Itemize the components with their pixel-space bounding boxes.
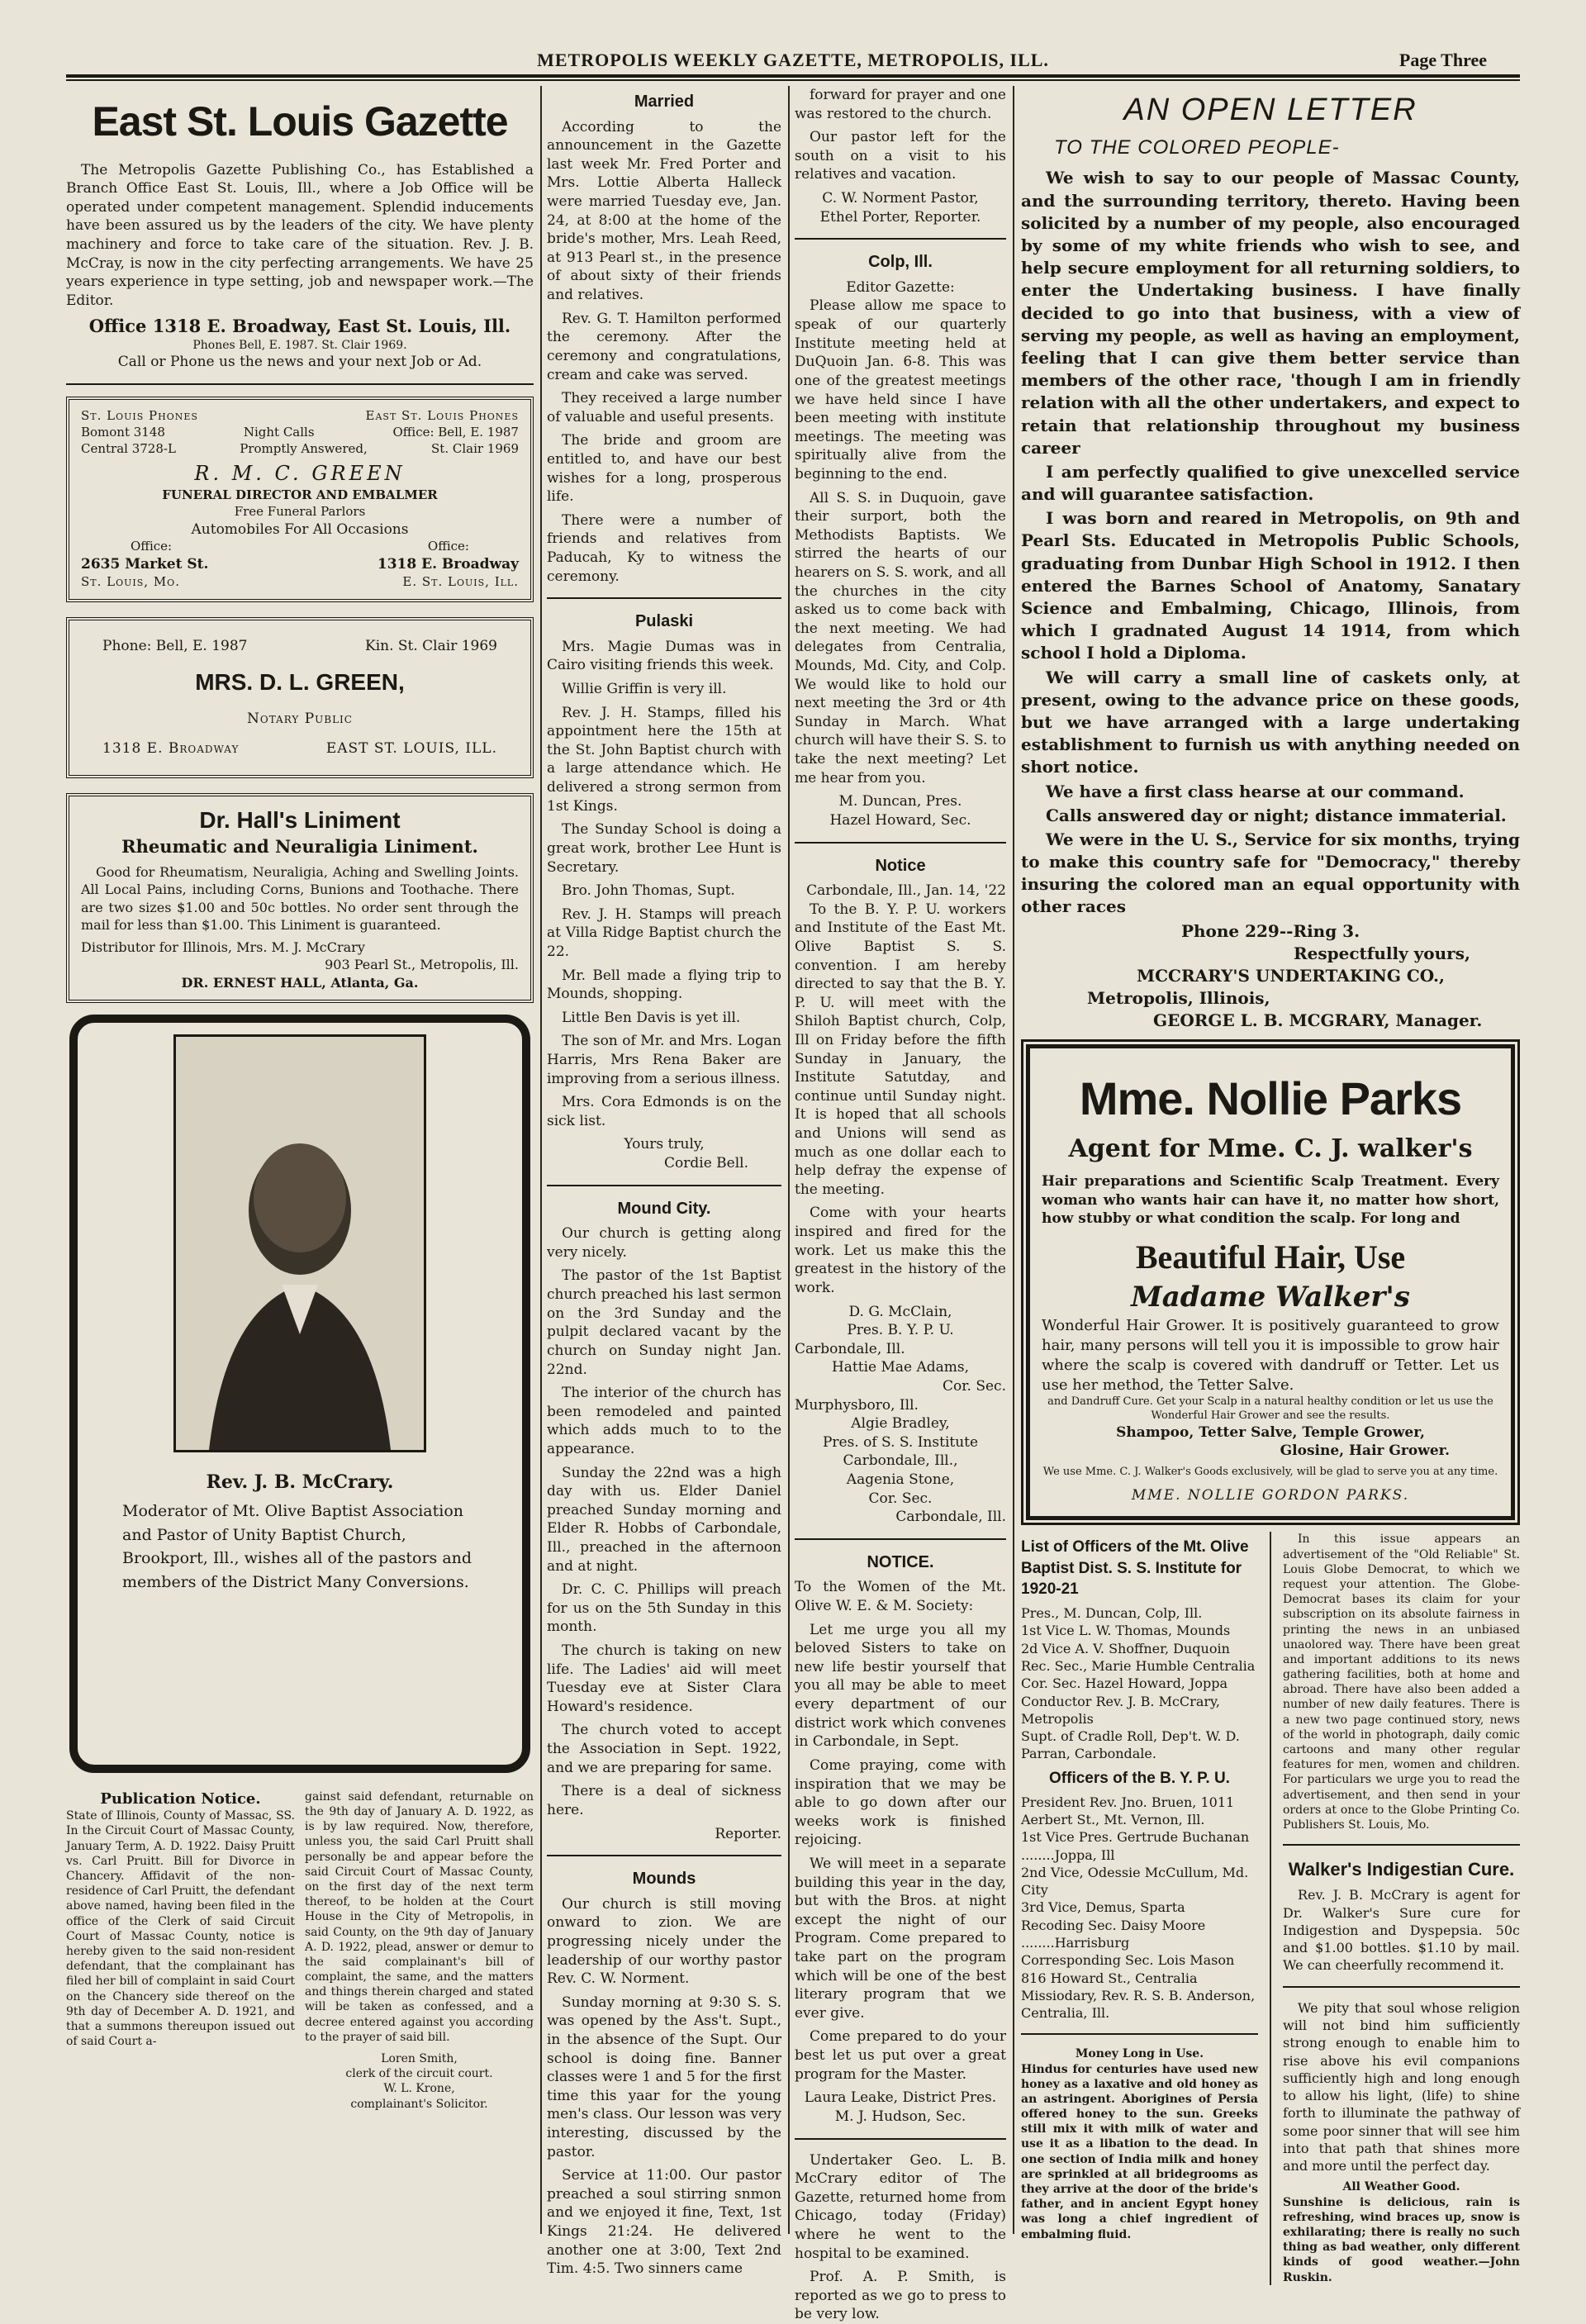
signature: Carbondale, Ill., — [843, 1452, 958, 1470]
officer-row: 3rd Vice, Demus, Sparta — [1021, 1899, 1185, 1916]
portrait-name: Rev. J. B. McCrary. — [206, 1471, 394, 1493]
signature: Laura Leake, District Pres. — [804, 2089, 997, 2107]
parks-madame-walker: Madame Walker's — [1131, 1280, 1410, 1314]
officer-row: 2d Vice A. V. Shoffner, Duquoin — [1021, 1640, 1230, 1656]
officer-row: Conductor Rev. J. B. McCrary, Metropolis — [1021, 1693, 1221, 1727]
notary-phone: Kin. St. Clair 1969 — [365, 637, 497, 654]
column-2 — [547, 86, 781, 2278]
divider — [1283, 1844, 1520, 1846]
paragraph: We will meet in a separate building this year in the day, but with the Bros. at night except the night of our Program. Come prepared to take part on the program which will be one of the best literary program that we ever give. — [795, 1855, 1006, 2022]
liniment-address: 903 Pearl St., Metropolis, Ill. — [325, 957, 519, 973]
page-header — [66, 46, 1520, 78]
paragraph: We pity that soul whose religion will not bind him sufficiently strong enough to enable him to rise above his evil companions sufficiently high and long enough to allow his light, (life) to shine forth to illuminate the pathway of some poor sinner that will see him into that path that shines more and more until the perfect day. — [1283, 1999, 1520, 2174]
parks-agent: Agent for Mme. C. J. walker's — [1068, 1134, 1473, 1164]
paragraph: We wish to say to our people of Massac County, and the surrounding territory, thereto. Having been solicited by a number of my people, also encouraged by some of my white friends who wish to see, and help secure employment for all returning soldiers, to enter the Undertaking business. I have finally decided to go into that business, with a view of serving my people, as well as having an employment, feeling that I can give them better service than members of the other race, 'though I am in friendly relation with all the other undertakers, and expect to retain that relationship throughout my business career — [1021, 168, 1520, 458]
paragraph: Service at 11:00. Our pastor preached a soul stirring snmon and we enjoyed it fine, Text, 1st Kings 21:24. He delivered another one at 3:00, Text 2nd Tim. 4:5. Two sinners came — [547, 2167, 781, 2278]
parks-ad — [1026, 1044, 1515, 1521]
divider — [795, 238, 1006, 240]
column-rule — [540, 86, 542, 2234]
paragraph: The church is taking on new life. The Ladies' aid will meet Tuesday eve at Sister Clara Howard's residence. — [547, 1642, 781, 1715]
gazette-body: The Metropolis Gazette Publishing Co., has Established a Branch Office East St. Louis, Ill., where a Job Office will be operated under competent management. Splendid inducements have been assured us by the leaders of the city. We have plenty machinery and force to take care of the situation. Rev. J. B. McCray, is now in the city perfecting arrangements. We have 25 years experience in type setting, job and newspaper work.—The Editor. — [66, 161, 534, 309]
liniment-title: Dr. Hall's Liniment — [199, 806, 401, 833]
lower-section — [1021, 1532, 1520, 2284]
divider — [1283, 1986, 1520, 1988]
paragraph: Mrs. Magie Dumas was in Cairo visiting friends this week. — [547, 638, 781, 674]
column-rule — [1013, 86, 1014, 2234]
money-heading: Money Long in Use. — [1075, 2047, 1204, 2061]
office-label: Office: — [131, 539, 173, 554]
divider — [1021, 2033, 1258, 2035]
mound-city-heading: Mound City. — [617, 1199, 711, 1218]
signature: MCCRARY'S UNDERTAKING CO., — [1137, 966, 1445, 986]
paragraph: Little Ben Davis is yet ill. — [562, 1009, 741, 1026]
paragraph: We have a first class hearse at our command. — [1046, 781, 1465, 801]
officer-row: Recoding Sec. Daisy Moore ........Harrisburg — [1021, 1917, 1206, 1951]
paragraph: Rev. J. H. Stamps, filled his appointment here the 15th at the St. John Baptist church with a large attendance which. He delivered a strong sermon from 1st Kings. — [547, 704, 781, 815]
paragraph: Sunshine is delicious, rain is refreshing, wind braces up, snow is exhilarating; there is really no such thing as bad weather, only different kinds of good weather.—John Ruskin. — [1283, 2195, 1520, 2284]
paragraph: We use Mme. C. J. Walker's Goods exclusively, will be glad to serve you at any time. — [1042, 1465, 1498, 1478]
paragraph: Rev. G. T. Hamilton performed the ceremony. After the ceremony and congratulations, cream and cake was served. — [547, 310, 781, 383]
portrait-frame — [69, 1015, 530, 1773]
portrait-figure — [176, 1037, 424, 1450]
married-heading: Married — [634, 93, 695, 111]
signature: Pres. of S. S. Institute — [822, 1433, 979, 1451]
signature: C. W. Norment Pastor, — [822, 190, 979, 207]
officer-row: Supt. of Cradle Roll, Dep't. W. D. Parran, Carbondale. — [1021, 1728, 1240, 1762]
office-city: E. St. Louis, Ill. — [402, 573, 519, 589]
paragraph: To the Women of the Mt. Olive W. E. & M. Society: — [795, 1579, 1006, 1615]
divider — [795, 842, 1006, 844]
signature: M. Duncan, Pres. — [838, 793, 962, 810]
office-city: St. Louis, Mo. — [81, 573, 180, 589]
officer-row: Pres., M. Duncan, Colp, Ill. — [1021, 1605, 1203, 1622]
signature: Cor. Sec. — [868, 1490, 933, 1507]
paragraph: They received a large number of valuable and useful presents. — [547, 390, 781, 425]
paragraph: Sunday morning at 9:30 S. S. was opened by the Ass't. Supt., in the absence of the Supt. Our school is doing fine. Banner classes were 1 and 5 for the first time this yaar for the young men's class. Our lesson was very interesting, discussed by the pastor. — [547, 1994, 781, 2160]
signature: Cor. Sec. — [943, 1377, 1006, 1395]
notary-ad — [66, 617, 534, 778]
walker-heading: Walker's Indigestian Cure. — [1288, 1859, 1515, 1880]
notice-date: Carbondale, Ill., Jan. 14, '22 — [806, 882, 1006, 900]
paragraph: The interior of the church has been remodeled and painted which adds much to to the appearance. — [547, 1385, 781, 1457]
night-calls: Night Calls — [243, 425, 315, 440]
parks-products: Shampoo, Tetter Salve, Temple Grower, — [1116, 1423, 1425, 1441]
publication-notice — [66, 1789, 534, 2112]
paragraph: Come prepared to do your best let us put over a great program for the Master. — [795, 2028, 1006, 2083]
pulaski-heading: Pulaski — [634, 612, 694, 631]
column-4 — [1021, 86, 1520, 2284]
liniment-signature: DR. ERNEST HALL, Atlanta, Ga. — [181, 974, 419, 991]
green-funeral-ad — [66, 397, 534, 602]
paragraph: The son of Mr. and Mrs. Logan Harris, Mrs Rena Baker are improving from a serious illness. — [547, 1033, 781, 1087]
signature: Carbondale, Ill. — [795, 1340, 905, 1357]
column-rule — [788, 86, 790, 2234]
clerk-role: clerk of the circuit court. — [345, 2067, 493, 2081]
signature: Hazel Howard, Sec. — [829, 811, 971, 829]
paragraph: Our church is still moving onward to zion. We are progressing nicely under the leadership of our worthy pastor Rev. C. W. Norment. — [547, 1895, 781, 1988]
signature: Reporter. — [715, 1825, 781, 1842]
solicitor-name: W. L. Krone, — [383, 2082, 455, 2096]
officer-row: 1st Vice L. W. Thomas, Mounds — [1021, 1623, 1231, 1639]
portrait-caption: Moderator of Mt. Olive Baptist Association and Pastor of Unity Baptist Church, Brookport, Ill., wishes all of the pastors and members of the District Many Conversions. — [122, 1502, 472, 1591]
office-address: 2635 Market St. — [81, 556, 209, 573]
paragraph: Sunday the 22nd was a high day with us. Elder Daniel preached Sunday morning and Elder R. Hobbs of Carbondale, Ill., preached in the afternoon and at night. — [547, 1464, 781, 1575]
divider — [66, 383, 534, 385]
signature: D. G. McClain, — [848, 1303, 952, 1320]
signature: Carbondale, Ill. — [895, 1509, 1006, 1526]
signature: Hattie Mae Adams, — [831, 1359, 970, 1376]
liniment-body: Good for Rheumatism, Neuraligia, Aching and Swelling Joints. All Local Pains, including Corns, Bunions and Toothache. There are two sizes $1.00 and 50c bottles. No order sent through the mail for less than $1.00. This Liniment is guaranteed. — [81, 864, 519, 933]
header-rule — [66, 79, 1520, 81]
paragraph: The bride and groom are entitled to, and have our best wishes for a long, prosperous life. — [547, 432, 781, 506]
column-3 — [795, 86, 1006, 2323]
letter-phone: Phone 229--Ring 3. — [1180, 920, 1360, 941]
green-autos: Automobiles For All Occasions — [191, 520, 409, 538]
paragraph: There is a deal of sickness here. — [547, 1783, 781, 1818]
notary-city: EAST ST. LOUIS, ILL. — [325, 740, 497, 758]
green-title: FUNERAL DIRECTOR AND EMBALMER — [162, 487, 438, 502]
signature: Aagenia Stone, — [846, 1471, 955, 1489]
paragraph: Bro. John Thomas, Supt. — [562, 882, 735, 900]
paragraph: The church voted to accept the Association in Sept. 1922, and we are preparing for same. — [547, 1722, 781, 1776]
notice-heading: NOTICE. — [867, 1552, 934, 1571]
paragraph: Willie Griffin is very ill. — [562, 681, 727, 698]
signature: Murphysboro, Ill. — [795, 1396, 919, 1414]
paragraph: We were in the U. S., Service for six months, trying to make this country safe for "Democracy," thereby insuring the colored man an equal opportunity with other races — [1021, 829, 1520, 917]
liniment-subtitle: Rheumatic and Neuraligia Liniment. — [121, 836, 478, 858]
green-parlors: Free Funeral Parlors — [234, 503, 366, 519]
pub-notice-title: Publication Notice. — [100, 1789, 261, 1808]
paragraph: The Sunday School is doing a great work, brother Lee Hunt is Secretary. — [547, 821, 781, 876]
phone-number: Bomont 3148 — [81, 425, 165, 440]
notary-address: 1318 E. Broadway — [102, 740, 240, 758]
paragraph: I am perfectly qualified to give unexcelled service and will guarantee satisfaction. — [1021, 461, 1520, 505]
paragraph: Our pastor left for the south on a visit to his relatives and vacation. — [795, 129, 1006, 183]
paragraph: There were a number of friends and relatives from Paducah, Ky to witness the ceremony. — [547, 511, 781, 585]
paragraph: We will carry a small line of caskets only, at present, owing to the advance price on these goods, but we have arranged with a large undertaking establishment to furnish us with anything needed on short notice. — [1021, 667, 1520, 777]
parks-name: Mme. Nollie Parks — [1079, 1072, 1462, 1124]
paragraph: Our church is getting along very nicely. — [547, 1225, 781, 1261]
paragraph: In this issue appears an advertisement of the "Old Reliable" St. Louis Globe Democrat, to which we request your attention. The Globe-Democrat bases its claim for your subscription on its absolute fairness in printing the news in an unbiased unaolored way. There have been great and important additions to its news gathering facilities, both at home and abroad. There have also been added a number of new daily features. There is a new two page continued story, news of the world in photograph, daily comic cartoons and many other regular features for men, women and children. For particulars we urge you to read the advertisement, and then send in your orders at once to the Globe Printing Co. Publishers St. Louis, Mo. — [1283, 1533, 1520, 1832]
phone-number: Office: Bell, E. 1987 — [392, 425, 519, 440]
pub-notice-left: State of Illinois, County of Massac, SS. In the Circuit Court of Massac County, January Term, A. D. 1922. Daisy Pruitt vs. Carl Pruitt. Bill for Divorce in Chancery. Affidavit of the non-residence of Carl Pruitt, the defendant above named, having been filed in the office of the Clerk of said Circuit Court of Massac County, notice is hereby given to the said non-resident defendant, that the complainant has filed her bill of complaint in said Court on the Chancery side thereof on the 9th day of December A. D. 1921, and that a summons thereupon issued out of said Court a- — [66, 1809, 295, 2049]
open-letter-body — [1021, 167, 1520, 1032]
office-address: 1318 E. Broadway — [377, 556, 519, 573]
answered: Promptly Answered, — [240, 440, 368, 456]
phone-number: St. Clair 1969 — [431, 440, 519, 456]
colp-heading: Colp, Ill. — [868, 253, 933, 272]
phone-number: Central 3728-L — [81, 440, 176, 456]
paragraph: Hindus for centuries have used new honey as a laxative and old honey as an astringent. Aborigines of Persia offered honey to the sun. Greeks still mix it with milk of water and use it as a libation to the dead. In one section of India milk and honey are sprinkled at all bridegrooms as they arrive at the door of the bride's father, and in ancient Egypt honey was long a chief ingredient of embalming fluid. — [1021, 2062, 1258, 2241]
officers-title: List of Officers of the Mt. Olive Baptist Dist. S. S. Institute for 1920-21 — [1021, 1538, 1249, 1598]
office-label: Office: — [427, 539, 469, 554]
paragraph: Mr. Bell made a flying trip to Mounds, shopping. — [547, 967, 781, 1003]
liniment-distributor: Distributor for Illinois, Mrs. M. J. McCrary — [81, 939, 365, 956]
paragraph: Let me urge you all my beloved Sisters to take on new life bestir yourself that you all may be able to meet every department of our district work which convenes in Carbondale, in Sept. — [795, 1621, 1006, 1751]
masthead: METROPOLIS WEEKLY GAZETTE, METROPOLIS, ILL. — [537, 50, 1049, 70]
signature: Algie Bradley, — [851, 1415, 950, 1433]
liniment-ad — [66, 793, 534, 1003]
paragraph: Hair preparations and Scientific Scalp Treatment. Every woman who wants hair can have it, no matter how short, how stubby or what condition the scalp. For long and — [1042, 1172, 1499, 1228]
signature: Cordie Bell. — [664, 1155, 748, 1172]
officers-column — [1021, 1532, 1258, 2284]
byp-title: Officers of the B. Y. P. U. — [1049, 1769, 1230, 1787]
officer-row: 2nd Vice, Odessie McCullum, Md. City — [1021, 1864, 1249, 1899]
signature: Metropolis, Illinois, — [1087, 988, 1270, 1009]
divider — [547, 597, 781, 599]
paragraph: Please allow me space to speak of our quarterly Institute meeting held at DuQuoin Jan. 6-8. This was one of the greatest meetings we have held since I have been meeting with institute meetings. The meeting was spiritually alive from the beginning to the end. — [795, 297, 1006, 482]
call-line: Call or Phone us the news and your next Job or Ad. — [117, 354, 482, 371]
officer-row: President Rev. Jno. Bruen, 1011 Aerbert St., Mt. Vernon, Ill. — [1021, 1794, 1235, 1828]
paragraph: Prof. A. P. Smith, is reported as we go to press to be very low. — [795, 2269, 1006, 2323]
officer-row: Missiodary, Rev. R. S. B. Anderson, Centralia, Ill. — [1021, 1987, 1256, 2022]
portrait-photo — [173, 1034, 426, 1452]
phones-right: East St. Louis Phones — [365, 408, 519, 424]
green-name: R. M. C. GREEN — [194, 461, 406, 485]
notary-name: MRS. D. L. GREEN, — [195, 669, 405, 696]
paragraph: Wonderful Hair Grower. It is positively guaranteed to grow hair, many persons will tell you it is impossible to grow hair where the scalp is covered with dandruff or Tetter. Let us use her method, the Tetter Salve. — [1042, 1317, 1499, 1394]
paragraph: The pastor of the 1st Baptist church preached his last sermon on the 3rd Sunday and the pulpit declared vacant by the church on Sunday night Jan. 22nd. — [547, 1267, 781, 1378]
paragraph: Rev. J. H. Stamps will preach at Villa Ridge Baptist church the 22. — [547, 905, 781, 960]
page-number: Page Three — [1398, 50, 1487, 70]
paragraph: Come praying, come with inspiration that we may be able to go down after our weeks work is finished rejoicing. — [795, 1756, 1006, 1849]
clerk-name: Loren Smith, — [381, 2052, 458, 2066]
office-phones: Phones Bell, E. 1987. St. Clair 1969. — [192, 339, 407, 353]
paragraph: and Dandruff Cure. Get your Scalp in a natural healthy condition or let us use the Wonderful Hair Grower and see the results. — [1047, 1395, 1493, 1422]
parks-products: Glosine, Hair Grower. — [1280, 1442, 1450, 1460]
signature: Pres. B. Y. P. U. — [847, 1322, 954, 1339]
divider — [795, 1538, 1006, 1540]
mounds-heading: Mounds — [632, 1870, 696, 1889]
office-address: Office 1318 E. Broadway, East St. Louis, Ill. — [88, 316, 511, 337]
parks-beautiful-hair: Beautiful Hair, Use — [1135, 1238, 1406, 1276]
signature: Yours truly, — [624, 1136, 705, 1153]
signature: Ethel Porter, Reporter. — [819, 208, 981, 226]
notary-role: Notary Public — [247, 710, 353, 727]
paragraph: I was born and reared in Metropolis, on 9th and Pearl Sts. Educated in Metropolis Public Schools, graduating from Dunbar High School in 1912. I then entered the Barnes School of Anatomy, Sanatary Science and Embalming, Chicago, Illinois, from which I gradnated August 14 1914, from which school I hold a Diploma. — [1021, 508, 1520, 663]
pub-notice-right: gainst said defendant, returnable on the 9th day of January A. D. 1922, as is by law required. Now, therefore, unless you, the said Carl Pruitt shall personally be and appear before the said Circuit Court of Massac County, on the first day of the next term thereof, to be holden at the Court House in the City of Metropolis, in said County, on the 9th day of January A. D. 1922, plead, answer or demur to the said complainant's bill of complaint, the same, and the matters and things therein charged and stated will be taken as confessed, and a decree entered against you according to the prayer of said bill. — [305, 1789, 534, 2044]
divider — [795, 2138, 1006, 2140]
solicitor-role: complainant's Solicitor. — [350, 2097, 488, 2111]
paragraph: Dr. C. C. Phillips will preach for us on the 5th Sunday in this month. — [547, 1581, 781, 1636]
paragraph: Come with your hearts inspired and fired for the work. Let us make this the greatest in the history of the work. — [795, 1205, 1006, 1296]
globe-column — [1283, 1532, 1520, 2284]
officer-row: 1st Vice Pres. Gertrude Buchanan ........Joppa, Ill — [1021, 1829, 1250, 1863]
parks-signature: MME. NOLLIE GORDON PARKS. — [1131, 1486, 1410, 1504]
signature: M. J. Hudson, Sec. — [834, 2108, 966, 2125]
paragraph: Undertaker Geo. L. B. McCrary editor of The Gazette, returned home from Chicago, today (Friday) where he went to the hospital to be examined. — [795, 2151, 1006, 2262]
weather-heading: All Weather Good. — [1342, 2180, 1460, 2194]
signature: GEORGE L. B. MCGRARY, Manager. — [1153, 1010, 1483, 1031]
paragraph: To the B. Y. P. U. workers and Institute of the East Mt. Olive Baptist S. S. convention. I am hereby directed to say that the B. Y. P. U. will meet with the Shiloh Baptist church, Colp, Ill on Friday before the fifth Sunday in January, the Institute Satutday, and continue until Sunday night. It is hoped that all schools and Unions will send as much as one dollar each to help defray the expense of the meeting. — [795, 901, 1006, 1198]
officer-row: Cor. Sec. Hazel Howard, Joppa — [1021, 1675, 1228, 1692]
signature: Respectfully yours, — [1294, 943, 1470, 963]
column-1 — [66, 86, 534, 2267]
officer-row: Corresponding Sec. Lois Mason 816 Howard St., Centralia — [1021, 1952, 1235, 1986]
notary-phone: Phone: Bell, E. 1987 — [102, 637, 248, 654]
open-letter-subtitle: TO THE COLORED PEOPLE- — [1054, 135, 1340, 159]
paragraph: According to the announcement in the Gazette last week Mr. Fred Porter and Mrs. Lottie Alberta Halleck were married Tuesday eve, Jan. 24, at 8:00 at the home of the bride's mother, Mrs. Leah Reed, at 913 Pearl st., in the presence of about sixty of their friends and relatives. — [547, 118, 781, 304]
open-letter-title: AN OPEN LETTER — [1123, 93, 1417, 127]
notice-heading: Notice — [875, 856, 926, 875]
paragraph: Mrs. Cora Edmonds is on the sick list. — [547, 1094, 781, 1129]
officer-row: Rec. Sec., Marie Humble Centralia — [1021, 1658, 1256, 1674]
gazette-title: East St. Louis Gazette — [92, 98, 508, 145]
paragraph: All S. S. in Duquoin, gave their surport, both the Methodists Baptists. We stirred the hearts of our hearers on S. S. work, and all the churches in the city asked us to come back with the next meeting. We had delegates from Centralia, Mounds, Md. City, and Colp. We would like to hold our next meeting the 3rd or 4th Sunday in March. What church will have their S. S. to take the next meeting? Let me hear from you. — [795, 489, 1006, 787]
divider — [547, 1185, 781, 1186]
paragraph: Calls answered day or night; distance immaterial. — [1046, 805, 1507, 825]
column-rule — [1270, 1532, 1271, 2284]
paragraph: forward for prayer and one was restored to the church. — [795, 87, 1006, 122]
divider — [547, 1855, 781, 1856]
paragraph: Rev. J. B. McCrary is agent for Dr. Walker's Sure cure for Indigestion and Dyspepsia. 50c and $1.00 bottles. $1.10 by mail. We can cheerfully recommend it. — [1283, 1887, 1520, 1974]
phones-left: St. Louis Phones — [81, 408, 198, 424]
salutation: Editor Gazette: — [846, 278, 955, 296]
